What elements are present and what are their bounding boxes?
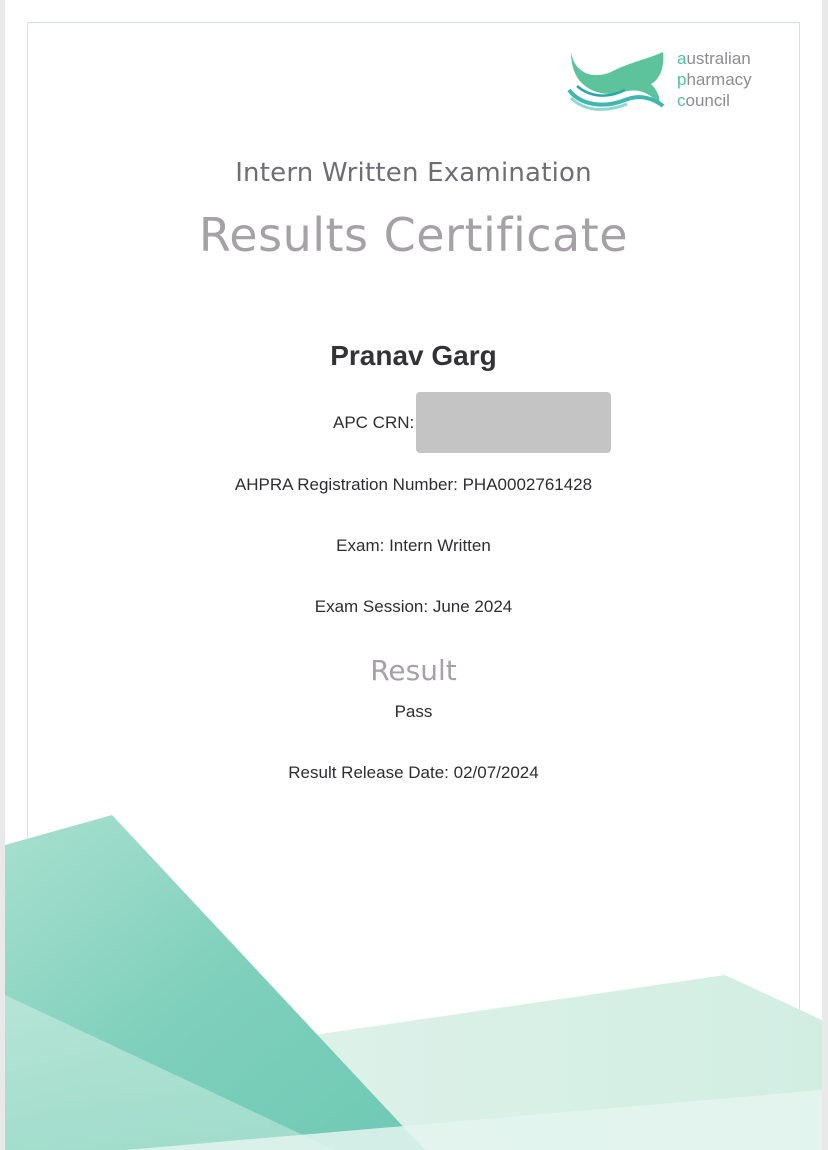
apc-logo	[567, 46, 782, 114]
exam-session: Exam Session: June 2024	[314, 597, 513, 616]
ahpra-registration: AHPRA Registration Number: PHA0002761428	[234, 475, 593, 494]
crn-label: APC CRN:	[333, 412, 415, 432]
exam-name: Exam: Intern Written	[336, 536, 491, 555]
logo-word-council: ouncil	[685, 91, 730, 110]
logo-word-pharmacy: harmacy	[686, 70, 752, 89]
result-value: Pass	[394, 702, 433, 721]
logo-initial-a: a	[677, 49, 687, 68]
exam-subtitle: Intern Written Examination	[235, 158, 592, 188]
result-release-date: Result Release Date: 02/07/2024	[288, 763, 539, 782]
certificate-title: Results Certificate	[198, 208, 629, 262]
apc-logo-wordmark	[677, 48, 752, 111]
result-heading: Result	[370, 654, 457, 687]
certificate-page	[5, 0, 822, 1150]
logo-initial-c: c	[677, 91, 686, 110]
crn-redaction	[416, 392, 611, 453]
decorative-waves	[5, 790, 822, 1150]
apc-logo-mark-icon	[567, 46, 667, 114]
logo-initial-p: p	[677, 70, 687, 89]
crn-row	[333, 392, 611, 453]
candidate-name: Pranav Garg	[330, 340, 497, 371]
logo-word-australian: ustralian	[686, 49, 751, 68]
